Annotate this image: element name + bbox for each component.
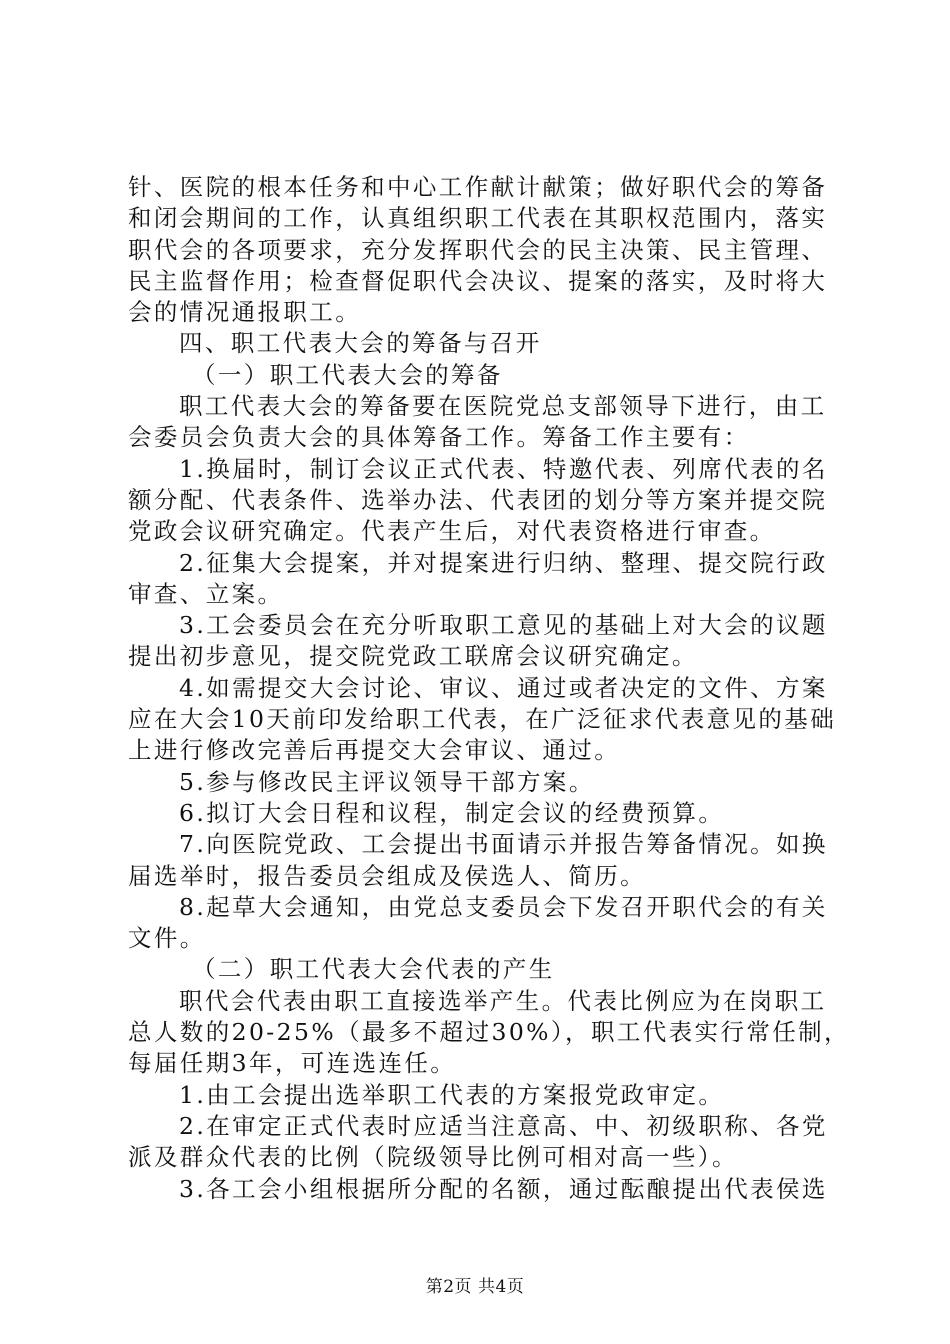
body-line: 上进行修改完善后再提交大会审议、通过。 <box>128 736 621 765</box>
body-line: 每届任期3年，可连选连任。 <box>128 1049 457 1078</box>
body-line: 针、医院的根本任务和中心工作献计献策；做好职代会的筹备 <box>128 173 828 201</box>
subsection-heading: （一）职工代表大会的筹备 <box>192 360 503 389</box>
body-line: 党政会议研究确定。代表产生后，对代表资格进行审查。 <box>128 517 776 546</box>
list-item-line: 2.征集大会提案，并对提案进行归纳、整理、提交院行政 <box>179 548 828 577</box>
body-line: 应在大会10天前印发给职工代表，在广泛征求代表意见的基础 <box>128 705 837 734</box>
body-line: 额分配、代表条件、选举办法、代表团的划分等方案并提交院 <box>128 485 828 514</box>
body-line: 职工代表大会的筹备要在医院党总支部领导下进行，由工 <box>179 392 827 421</box>
body-line: 派及群众代表的比例（院级领导比例可相对高一些）。 <box>128 1143 738 1172</box>
subsection-heading: （二）职工代表大会代表的产生 <box>192 955 555 984</box>
list-item-line: 6.拟订大会日程和议程，制定会议的经费预算。 <box>179 798 725 827</box>
list-item-line: 2.在审定正式代表时应适当注意高、中、初级职称、各党 <box>179 1111 828 1140</box>
body-line: 和闭会期间的工作，认真组织职工代表在其职权范围内，落实 <box>128 204 828 233</box>
section-heading: 四、职工代表大会的筹备与召开 <box>179 329 542 358</box>
body-line: 民主监督作用；检查督促职代会决议、提案的落实，及时将大 <box>128 266 828 295</box>
list-item-line: 3.各工会小组根据所分配的名额，通过酝酿提出代表侯选 <box>179 1174 828 1203</box>
body-line: 文件。 <box>128 924 206 953</box>
list-item-line: 1.由工会提出选举职工代表的方案报党政审定。 <box>179 1080 725 1109</box>
document-body <box>128 172 850 1205</box>
list-item-line: 7.向医院党政、工会提出书面请示并报告筹备情况。如换 <box>179 830 828 859</box>
body-line: 审查、立案。 <box>128 579 284 608</box>
body-line: 届选举时，报告委员会组成及侯选人、简历。 <box>128 861 646 890</box>
list-item-line: 1.换届时，制订会议正式代表、特邀代表、列席代表的名 <box>179 454 828 483</box>
body-line: 会委员会负责大会的具体筹备工作。筹备工作主要有： <box>128 423 750 452</box>
list-item-line: 4.如需提交大会讨论、审议、通过或者决定的文件、方案 <box>179 673 828 702</box>
page-number-footer: 第2页 共4页 <box>425 1277 525 1297</box>
body-line: 会的情况通报职工。 <box>128 298 362 327</box>
body-line: 总人数的20-25%（最多不超过30%），职工代表实行常任制， <box>128 1018 850 1047</box>
body-line: 职代会代表由职工直接选举产生。代表比例应为在岗职工 <box>179 986 827 1015</box>
list-item-line: 3.工会委员会在充分听取职工意见的基础上对大会的议题 <box>179 611 828 640</box>
body-line: 职代会的各项要求，充分发挥职代会的民主决策、民主管理、 <box>128 235 828 264</box>
list-item-line: 8.起草大会通知，由党总支委员会下发召开职代会的有关 <box>179 892 828 921</box>
body-line: 提出初步意见，提交院党政工联席会议研究确定。 <box>128 642 698 671</box>
list-item-line: 5.参与修改民主评议领导干部方案。 <box>179 767 595 796</box>
